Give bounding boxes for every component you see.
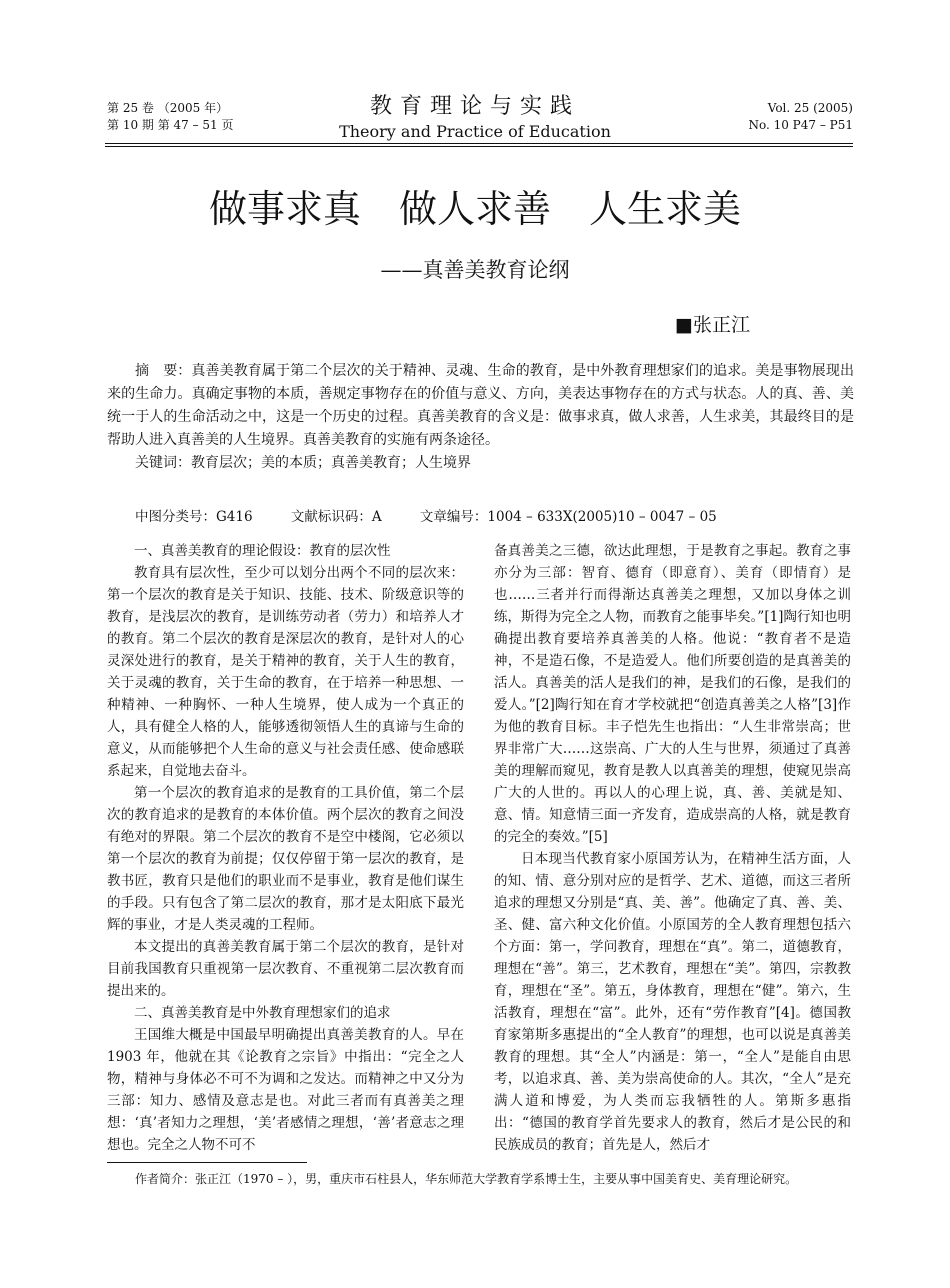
journal-title-block bbox=[300, 94, 650, 142]
header-rule-thick bbox=[105, 143, 853, 144]
journal-title-cn: 教育理论与实践 bbox=[369, 94, 580, 119]
left-column bbox=[107, 540, 464, 1156]
paragraph: 王国维大概是中国最早明确提出真善美教育的人。早在 1903 年，他就在其《论教育之宗旨》中指出：“完全之人物，精神与身体必不可不为调和之发达。而精神之中又分为三部：知力、感情及意志是也。对此三者而有真善美之理想：‘真’者知力之理想，‘美’者感情之理想，‘善’者意志之理想也。完全之人物不可不 bbox=[107, 1027, 464, 1153]
title-part-1: 做事求真 bbox=[208, 187, 361, 231]
article-author: ■张正江 bbox=[675, 314, 750, 336]
section-heading-1: 一、真善美教育的理论假设：教育的层次性 bbox=[134, 543, 391, 559]
clc-number: 中图分类号：G416 bbox=[135, 509, 253, 525]
header-volume-year: 第 25 卷 （2005 年） bbox=[107, 101, 229, 115]
abstract-block bbox=[107, 360, 854, 475]
header-issue-pages: 第 10 期 第 47 – 51 页 bbox=[107, 118, 234, 132]
paragraph: 第一个层次的教育追求的是教育的工具价值，第二个层次的教育追求的是教育的本体价值。两个层次的教育之间没有绝对的界限。第二个层次的教育不是空中楼阁，它必须以第一个层次的教育为前提；仅仅停留于第一层次的教育，是教书匠，教育只是他们的职业而不是事业，教育是他们谋生的手段。只有包含了第二层次的教育，那才是太阳底下最光辉的事业，才是人类灵魂的工程师。 bbox=[107, 785, 464, 933]
article-number: 文章编号：1004 – 633X(2005)10 – 0047 – 05 bbox=[419, 509, 717, 525]
header-volume-info bbox=[107, 100, 234, 134]
article-title bbox=[0, 186, 950, 232]
header-rule-thin bbox=[105, 146, 853, 147]
title-part-3: 人生求美 bbox=[589, 187, 742, 231]
paragraph: 教育具有层次性，至少可以划分出两个不同的层次来：第一个层次的教育是关于知识、技能、技术、阶级意识等的教育，是浅层次的教育，是训练劳动者（劳力）和培养人才的教育。第二个层次的教育是深层次的教育，是针对人的心灵深处进行的教育，是关于精神的教育，关于人生的教育，关于灵魂的教育，关于生命的教育，在于培养一种思想、一种精神、一种胸怀、一种人生境界，使人成为一个真正的人，具有健全人格的人，能够透彻领悟人生的真谛与生命的意义，从而能够把个人生命的意义与社会责任感、使命感联系起来，自觉地去奋斗。 bbox=[107, 565, 464, 779]
paragraph: 本文提出的真善美教育属于第二个层次的教育，是针对目前我国教育只重视第一层次教育、不重视第二层次教育而提出来的。 bbox=[107, 939, 464, 999]
abstract-text: 摘 要：真善美教育属于第二个层次的关于精神、灵魂、生命的教育，是中外教育理想家们的追求。美是事物展现出来的生命力。真确定事物的本质，善规定事物存在的价值与意义、方向，美表达事物存在的方式与状态。人的真、善、美统一于人的生命活动之中，这是一个历史的过程。真善美教育的含义是：做事求真，做人求善，人生求美，其最终目的是帮助人进入真善美的人生境界。真善美教育的实施有两条途径。 bbox=[107, 363, 854, 448]
title-part-2: 做人求善 bbox=[398, 187, 551, 231]
journal-title-en: Theory and Practice of Education bbox=[339, 122, 611, 141]
paragraph: 日本现当代教育家小原国芳认为，在精神生活方面，人的知、情、意分别对应的是哲学、艺术、道德，而这三者所追求的理想又分别是“真、美、善”。他确定了真、善、美、圣、健、富六种文化价值。小原国芳的全人教育理想包括六个方面：第一，学问教育，理想在“真”。第二，道德教育，理想在“善”。第三，艺术教育，理想在“美”。第四，宗教教育，理想在“圣”。第五，身体教育，理想在“健”。第六，生活教育，理想在“富”。此外，还有“劳作教育”[4]。德国教育家第斯多惠提出的“全人教育”的理想，也可以说是真善美教育的理想。其“全人”内涵是：第一，“全人”是能自由思考，以追求真、善、美为崇高使命的人。其次，“全人”是充满人道和博爱，为人类而忘我牺牲的人。第斯多惠指出：“德国的教育学首先要求人的教育，然后才是公民的和民族成员的教育；首先是人，然后才 bbox=[494, 851, 851, 1153]
right-column bbox=[494, 540, 851, 1156]
document-code: 文献标识码：A bbox=[290, 509, 382, 525]
header-vol-en: Vol. 25 (2005) bbox=[767, 101, 853, 115]
author-footnote: 作者简介：张正江（1970 – ），男，重庆市石柱县人，华东师范大学教育学系博士生，主要从事中国美育史、美育理论研究。 bbox=[135, 1172, 798, 1186]
header-volume-info-en bbox=[748, 100, 853, 134]
paragraph-continued: 备真善美之三德，欲达此理想，于是教育之事起。教育之事亦分为三部：智育、德育（即意育）、美育（即情育）是也……三者并行而得渐达真善美之理想，又加以身体之训练，斯得为完全之人物，而教育之能事毕矣。”[1]陶行知也明确提出教育要培养真善美的人格。他说：“教育者不是造神，不是造石像，不是造爱人。他们所要创造的是真善美的活人。真善美的活人是我们的神，是我们的石像，是我们的爱人。”[2]陶行知在育才学校就把“创造真善美之人格”[3]作为他的教育目标。丰子恺先生也指出：“人生非常崇高；世界非常广大……这崇高、广大的人生与世界，须通过了真善美的理解而窥见，教育是教人以真善美的理想，使窥见崇高广大的人世的。再以人的心理上说，真、善、美就是知、意、情。知意情三面一齐发育，造成崇高的人格，就是教育的完全的奏效。”[5] bbox=[494, 543, 851, 845]
keywords: 关键词：教育层次；美的本质；真善美教育；人生境界 bbox=[135, 455, 471, 471]
footnote-rule bbox=[107, 1162, 307, 1163]
header-no-en: No. 10 P47 – P51 bbox=[748, 118, 853, 132]
section-heading-2: 二、真善美教育是中外教育理想家们的追求 bbox=[134, 1005, 391, 1021]
classification-line bbox=[135, 507, 751, 527]
article-subtitle: ——真善美教育论纲 bbox=[380, 258, 570, 282]
